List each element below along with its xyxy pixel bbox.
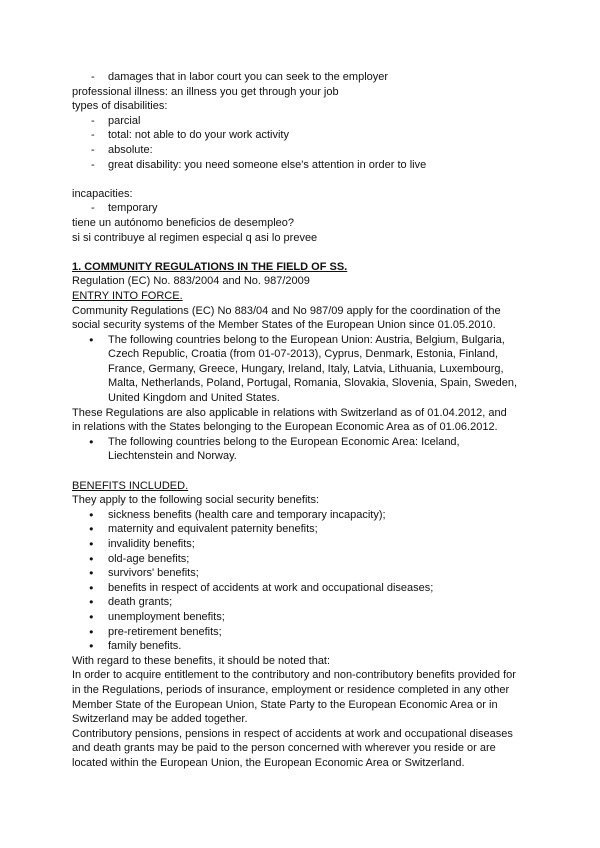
benefit-item: ● survivors' benefits; <box>72 566 528 581</box>
paragraph-line: In order to acquire entitlement to the contributory and non-contributory benefits provided for <box>72 669 516 682</box>
dash-item: - great disability: you need someone else's attention in order to live <box>72 158 528 173</box>
regulation-line: Regulation (EC) No. 883/2004 and No. 987/2009 <box>72 275 310 288</box>
benefit-item: ● death grants; <box>72 595 528 610</box>
paragraph-line: and death grants may be paid to the person concerned with wherever you reside or are <box>72 742 496 755</box>
dash-item: - absolute: <box>72 143 528 158</box>
entry-text-line: social security systems of the Member States of the European Union since 01.05.2010. <box>72 319 496 332</box>
benefit-item: ● old-age benefits; <box>72 552 528 567</box>
document-page <box>72 70 528 771</box>
benefit-item: ● benefits in respect of accidents at work and occupational diseases; <box>72 581 528 596</box>
entry-text-line: Community Regulations (EC) No 883/04 and No 987/09 apply for the coordination of the <box>72 304 501 317</box>
question-line: tiene un autónomo beneficios de desempleo? <box>72 216 294 229</box>
benefit-item: ● sickness benefits (health care and temporary incapacity); <box>72 508 528 523</box>
bullet-line: France, Germany, Greece, Hungary, Ireland, Italy, Latvia, Lithuania, Luxembourg, <box>108 362 504 375</box>
dash-item: - total: not able to do your work activity <box>72 128 528 143</box>
benefit-item: ● pre-retirement benefits; <box>72 625 528 640</box>
eu-countries-bullet <box>72 333 528 406</box>
dash-item: - temporary <box>72 201 528 216</box>
answer-line: si si contribuye al regimen especial q asi lo prevee <box>72 231 318 244</box>
section-heading: 1. COMMUNITY REGULATIONS IN THE FIELD OF SS. <box>72 260 348 273</box>
bullet-line: Liechtenstein and Norway. <box>108 450 237 463</box>
entry-heading: ENTRY INTO FORCE. <box>72 289 183 302</box>
professional-illness-line: professional illness: an illness you get through your job <box>72 85 339 98</box>
swiss-text-line: in relations with the States belonging to the European Economic Area as of 01.06.2012. <box>72 421 498 434</box>
benefits-intro: They apply to the following social security benefits: <box>72 494 320 507</box>
paragraph-line: Contributory pensions, pensions in respect of accidents at work and occupational diseases <box>72 727 513 740</box>
bullet-line: United Kingdom and United States. <box>108 392 280 405</box>
benefit-item: ● maternity and equivalent paternity benefits; <box>72 522 528 537</box>
benefit-item: ● invalidity benefits; <box>72 537 528 552</box>
bullet-line: ● The following countries belong to the European Union: Austria, Belgium, Bulgaria, <box>108 333 505 346</box>
paragraph-line: Switzerland may be added together. <box>72 713 248 726</box>
paragraph-line: in the Regulations, periods of insurance, employment or residence completed in any other <box>72 683 510 696</box>
benefit-item: ● unemployment benefits; <box>72 610 528 625</box>
dash-item: - damages that in labor court you can seek to the employer <box>72 70 528 85</box>
bullet-line: Malta, Netherlands, Poland, Portugal, Romania, Slovakia, Slovenia, Spain, Sweden, <box>108 377 518 390</box>
paragraph-line: Member State of the European Union, State Party to the European Economic Area or in <box>72 698 498 711</box>
eea-countries-bullet <box>72 435 528 464</box>
bullet-line: Czech Republic, Croatia (from 01-07-2013), Cyprus, Denmark, Estonia, Finland, <box>108 348 499 361</box>
swiss-text-line: These Regulations are also applicable in relations with Switzerland as of 01.04.2012, and <box>72 406 507 419</box>
dash-item: - parcial <box>72 114 528 129</box>
benefits-heading: BENEFITS INCLUDED. <box>72 479 189 492</box>
benefits-note: With regard to these benefits, it should be noted that: <box>72 654 331 667</box>
paragraph-line: located within the European Union, the European Economic Area or Switzerland. <box>72 756 465 769</box>
types-title: types of disabilities: <box>72 100 168 113</box>
benefit-item: ● family benefits. <box>72 639 528 654</box>
incapacities-title: incapacities: <box>72 187 133 200</box>
bullet-line: ● The following countries belong to the European Economic Area: Iceland, <box>108 435 460 448</box>
